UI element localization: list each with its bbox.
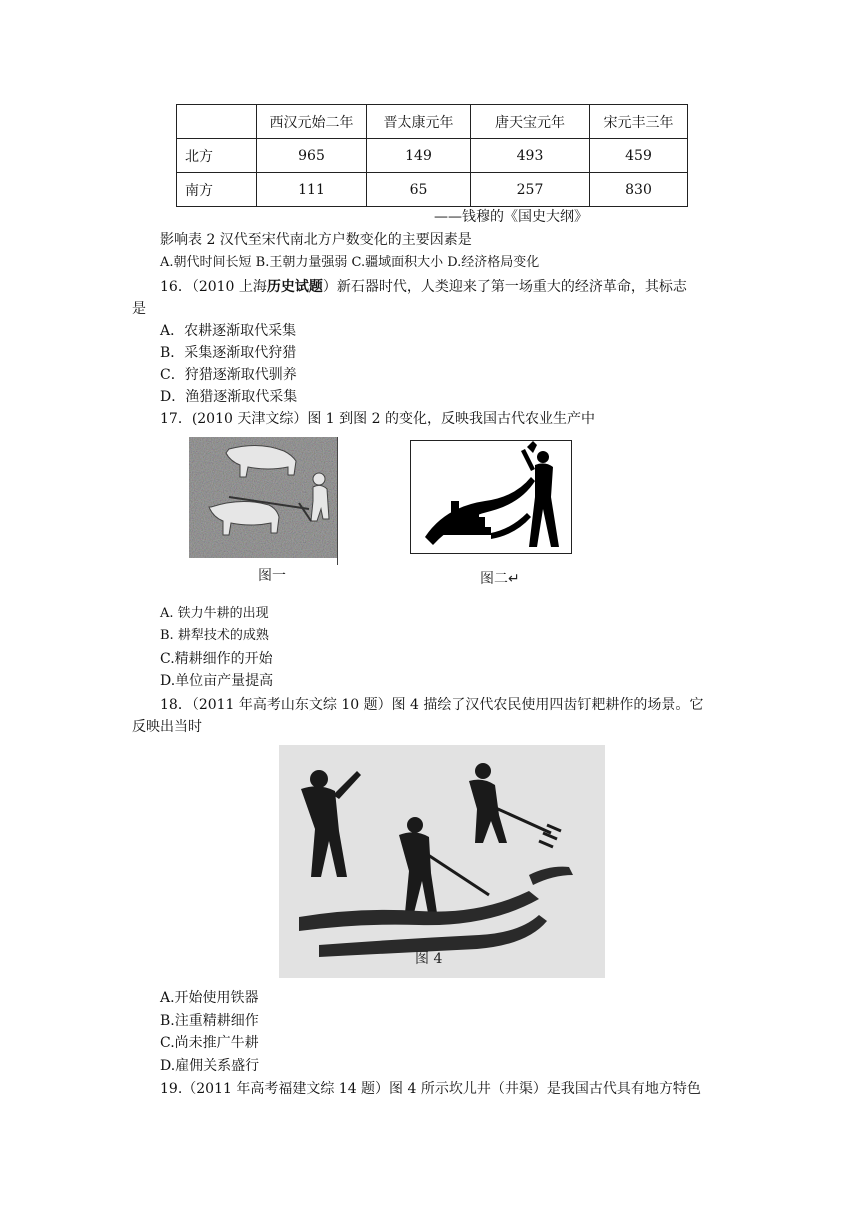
q15-options: A.朝代时间长短 B.王朝力量强弱 C.疆域面积大小 D.经济格局变化 [160,255,540,270]
q16-prefix: 16．（2010 上海 [160,279,267,295]
q16-rest: ）新石器时代，人类迎来了第一场重大的经济革命，其标志 [322,279,687,295]
q17-option-c: C.精耕细作的开始 [160,651,273,667]
table-cell: 493 [471,139,590,173]
table-cell: 257 [471,173,590,207]
table-row [177,173,688,207]
q19-stem: 19.（2011 年高考福建文综 14 题）图 4 所示坎儿井（井渠）是我国古代具有地方特色 [160,1081,701,1097]
q16-option-d: D．渔猎逐渐取代采集 [160,389,298,405]
q16-stem [160,277,687,297]
figure-1-caption: 图一 [258,568,286,584]
table-cell: 459 [590,139,688,173]
q18-option-c: C.尚未推广牛耕 [160,1035,259,1051]
q18-option-b: B.注重精耕细作 [160,1013,259,1029]
q16-bold-source: 历史试题 [266,279,323,295]
table-cell: 111 [257,173,367,207]
q18-option-d: D.雇佣关系盛行 [160,1058,260,1074]
figure-1-divider [337,437,338,565]
table-cell: 149 [367,139,471,173]
q18-stem: 18．（2011 年高考山东文综 10 题）图 4 描绘了汉代农民使用四齿钉耙耕作的场景。它 [160,697,704,713]
figure-4-caption: 图 4 [415,951,443,967]
household-table [176,104,688,207]
q15-stem: 影响表 2 汉代至宋代南北方户数变化的主要因素是 [160,232,472,248]
q18-stem-wrap: 反映出当时 [132,719,202,735]
q16-option-b: B．采集逐渐取代狩猎 [160,345,297,361]
table-header-cell: 宋元丰三年 [590,105,688,139]
table-row-label: 南方 [177,173,257,207]
table-source: ——钱穆的《国史大纲》 [434,209,588,225]
q17-stem: 17．(2010 天津文综）图 1 到图 2 的变化，反映我国古代农业生产中 [160,411,595,427]
table-header-cell: 晋太康元年 [367,105,471,139]
table-row [177,139,688,173]
table-header-cell: 唐天宝元年 [471,105,590,139]
table-cell: 65 [367,173,471,207]
q17-option-b: B. 耕犁技术的成熟 [160,628,269,643]
table-header-cell: 西汉元始二年 [257,105,367,139]
table-row-label: 北方 [177,139,257,173]
table-header-row [177,105,688,139]
table-header-cell [177,105,257,139]
figure-2-plow-silhouette [410,440,572,554]
q16-option-a: A．农耕逐渐取代采集 [160,323,297,339]
figure-4-rake-scene [279,745,605,978]
table-cell: 965 [257,139,367,173]
q16-option-c: C．狩猎逐渐取代驯养 [160,367,297,383]
q16-stem-wrap: 是 [132,301,146,317]
q17-option-d: D.单位亩产量提高 [160,673,274,689]
table-cell: 830 [590,173,688,207]
figure-2-caption: 图二↵ [480,571,520,587]
q17-option-a: A. 铁力牛耕的出现 [160,606,269,621]
figure-1-ox-plow-relief [189,437,337,558]
q18-option-a: A.开始使用铁器 [160,990,259,1006]
